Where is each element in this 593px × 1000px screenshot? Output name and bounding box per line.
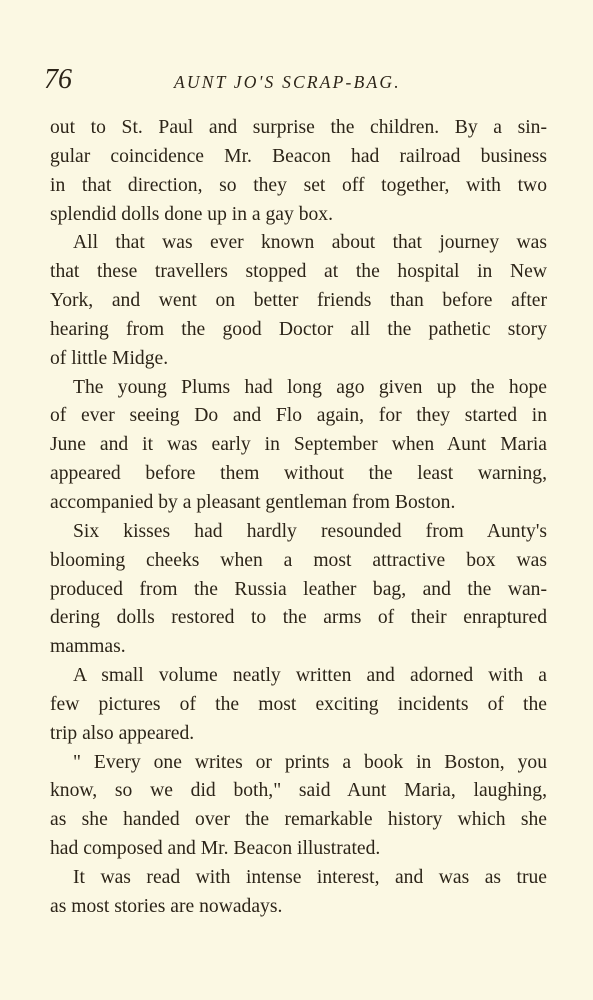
text-line: gular coincidence Mr. Beacon had railroad business: [50, 145, 547, 167]
body-text: [50, 114, 547, 922]
text-line: mammas.: [50, 636, 126, 658]
text-line: It was read with intense interest, and was as true: [73, 866, 547, 888]
text-line: know, so we did both," said Aunt Maria, laughing,: [50, 780, 547, 802]
text-line: blooming cheeks when a most attractive box was: [50, 549, 547, 571]
text-line: All that was ever known about that journey was: [73, 232, 547, 254]
text-line: of ever seeing Do and Flo again, for they started in: [50, 405, 547, 427]
text-line: as she handed over the remarkable history which she: [50, 809, 547, 831]
running-title: AUNT JO'S SCRAP-BAG.: [174, 72, 401, 92]
text-line: A small volume neatly written and adorned with a: [73, 665, 547, 687]
text-line: dering dolls restored to the arms of their enraptured: [50, 607, 547, 629]
text-line: out to St. Paul and surprise the children. By a sin-: [50, 117, 547, 138]
text-line: few pictures of the most exciting incidents of the: [50, 693, 547, 715]
text-line: accompanied by a pleasant gentleman from Boston.: [50, 491, 456, 513]
paragraph: [50, 229, 547, 373]
paragraph: [50, 662, 547, 749]
text-line: trip also appeared.: [50, 722, 195, 744]
text-line: June and it was early in September when Aunt Maria: [50, 434, 547, 456]
text-line: of little Midge.: [50, 347, 169, 369]
text-line: that these travellers stopped at the hospital in New: [50, 261, 547, 283]
text-line: in that direction, so they set off together, with two: [50, 174, 547, 196]
text-line: splendid dolls done up in a gay box.: [50, 203, 333, 225]
page-number: 76: [44, 64, 72, 95]
text-line: " Every one writes or prints a book in Boston, you: [73, 751, 547, 773]
paragraph: [50, 749, 547, 864]
text-line: York, and went on better friends than before after: [50, 290, 547, 312]
paragraph: [50, 114, 547, 229]
paragraph: [50, 374, 547, 518]
text-line: had composed and Mr. Beacon illustrated.: [50, 838, 381, 860]
page-header: [44, 64, 550, 104]
text-line: as most stories are nowadays.: [50, 895, 283, 917]
paragraph: [50, 518, 547, 662]
text-line: The young Plums had long ago given up the hope: [73, 376, 547, 398]
paragraph: [50, 864, 547, 922]
text-line: produced from the Russia leather bag, and the wan-: [50, 578, 547, 600]
text-line: hearing from the good Doctor all the pathetic story: [50, 318, 547, 340]
text-line: appeared before them without the least warning,: [50, 463, 547, 485]
text-line: Six kisses had hardly resounded from Aunty's: [73, 520, 547, 542]
